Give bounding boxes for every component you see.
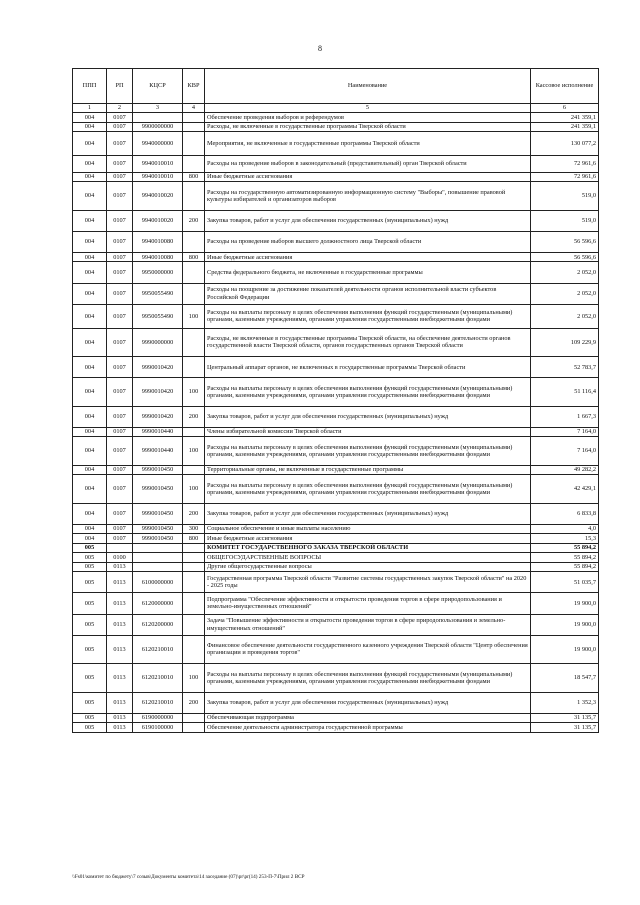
cell-kvr [183,553,205,563]
cell-rp: 0113 [107,635,133,663]
table-row [73,231,599,252]
cell-name: Закупка товаров, работ и услуг для обеспечения государственных (муниципальных) нужд [205,503,531,524]
cell-ppp: 004 [73,304,107,328]
cell-kcsr: 9990010450 [133,475,183,503]
table-row [73,593,599,614]
cell-ppp: 004 [73,475,107,503]
cell-ppp: 005 [73,713,107,723]
cell-rp [107,543,133,553]
header-amount: Кассовое исполнение [531,69,599,104]
table-row [73,406,599,427]
cell-rp: 0107 [107,182,133,210]
cell-ppp: 005 [73,635,107,663]
cell-amount: 109 229,9 [531,328,599,356]
cell-ppp: 005 [73,723,107,733]
table-row [73,427,599,437]
cell-amount: 241 359,1 [531,122,599,132]
cell-kcsr: 6190100000 [133,723,183,733]
header-kvr: КВР [183,69,205,104]
cell-name: Закупка товаров, работ и услуг для обеспечения государственных (муниципальных) нужд [205,210,531,231]
cell-kcsr: 9990010440 [133,437,183,465]
cell-rp: 0107 [107,304,133,328]
cell-ppp: 005 [73,614,107,635]
cell-kvr: 800 [183,252,205,262]
cell-ppp: 004 [73,524,107,534]
cell-kvr: 200 [183,692,205,713]
table-row [73,283,599,304]
cell-amount: 72 961,6 [531,156,599,173]
cell-amount: 18 547,7 [531,664,599,692]
column-number: 6 [531,104,599,113]
table-body [73,113,599,733]
cell-ppp: 005 [73,543,107,553]
table-row [73,553,599,563]
cell-kvr [183,427,205,437]
cell-name: Иные бюджетные ассигнования [205,252,531,262]
cell-name: Расходы на выплаты персоналу в целях обеспечения выполнения функций государственными (муниципальными) органами, казенными учреждениями, органами управления государственными внебюджетными фондами [205,437,531,465]
cell-kvr: 100 [183,664,205,692]
cell-name: Подпрограмма "Обеспечение эффективности и открытости проведения торгов в сфере природопользования и земельно-имущественных отношений" [205,593,531,614]
cell-rp: 0107 [107,122,133,132]
cell-amount: 31 135,7 [531,723,599,733]
cell-rp: 0107 [107,172,133,182]
cell-ppp: 004 [73,262,107,283]
cell-kcsr: 6190000000 [133,713,183,723]
cell-kvr [183,182,205,210]
cell-kvr: 100 [183,437,205,465]
cell-kvr [183,328,205,356]
cell-kvr [183,283,205,304]
cell-rp: 0113 [107,614,133,635]
cell-kvr [183,635,205,663]
cell-amount: 55 894,2 [531,553,599,563]
table-row [73,172,599,182]
cell-amount: 19 900,0 [531,635,599,663]
cell-rp: 0107 [107,437,133,465]
cell-ppp: 004 [73,252,107,262]
cell-kvr [183,122,205,132]
cell-ppp: 004 [73,427,107,437]
table-row [73,465,599,475]
cell-kcsr: 9990010420 [133,357,183,378]
cell-kcsr [133,553,183,563]
column-number: 2 [107,104,133,113]
cell-amount: 4,0 [531,524,599,534]
cell-kcsr: 6120210010 [133,635,183,663]
cell-ppp: 004 [73,378,107,406]
cell-name: Мероприятия, не включенные в государственные программы Тверской области [205,132,531,156]
cell-ppp: 004 [73,406,107,427]
table-row [73,543,599,553]
column-number: 3 [133,104,183,113]
cell-kcsr [133,543,183,553]
cell-rp: 0113 [107,593,133,614]
cell-amount: 2 052,0 [531,283,599,304]
cell-kvr: 100 [183,378,205,406]
column-number: 1 [73,104,107,113]
cell-rp: 0113 [107,723,133,733]
cell-amount: 51 035,7 [531,572,599,593]
cell-kcsr: 9940010020 [133,210,183,231]
cell-name: Обеспечивающая подпрограмма [205,713,531,723]
cell-ppp: 004 [73,182,107,210]
cell-kvr [183,593,205,614]
cell-rp: 0107 [107,156,133,173]
cell-rp: 0107 [107,378,133,406]
cell-kcsr: 9990010450 [133,465,183,475]
table-row [73,524,599,534]
table-row [73,572,599,593]
cell-kcsr: 6120210010 [133,692,183,713]
cell-amount: 130 077,2 [531,132,599,156]
cell-name: Расходы на проведение выборов в законодательный (представительный) орган Тверской области [205,156,531,173]
cell-rp: 0113 [107,713,133,723]
cell-kcsr: 9990000000 [133,328,183,356]
cell-ppp: 004 [73,172,107,182]
cell-amount: 1 667,3 [531,406,599,427]
cell-kcsr [133,562,183,572]
cell-ppp: 004 [73,357,107,378]
cell-amount: 72 961,6 [531,172,599,182]
table-row [73,664,599,692]
cell-name: Расходы на государственную автоматизированную информационную систему "Выборы", повышение правовой культуры избирателей и организаторов выборов [205,182,531,210]
cell-amount: 7 164,0 [531,437,599,465]
cell-kvr: 800 [183,172,205,182]
cell-amount: 2 052,0 [531,262,599,283]
table-row [73,156,599,173]
cell-rp: 0113 [107,572,133,593]
file-path-footer: \\Fs01\комитет по бюджету\7 созыв\Документы комитета\14 заседание (07)\pr\pr(14) 253-П-7\Прил 2 ВСР [72,874,305,880]
cell-amount: 49 282,2 [531,465,599,475]
cell-rp: 0107 [107,328,133,356]
cell-rp: 0107 [107,252,133,262]
cell-kvr: 800 [183,534,205,544]
cell-name: КОМИТЕТ ГОСУДАРСТВЕННОГО ЗАКАЗА ТВЕРСКОЙ ОБЛАСТИ [205,543,531,553]
cell-name: Социальное обеспечение и иные выплаты населению [205,524,531,534]
cell-amount: 42 429,1 [531,475,599,503]
column-number: 5 [205,104,531,113]
cell-amount: 56 596,6 [531,252,599,262]
cell-rp: 0107 [107,406,133,427]
cell-rp: 0107 [107,113,133,123]
table-row [73,252,599,262]
cell-name: Центральный аппарат органов, не включенных в государственные программы Тверской области [205,357,531,378]
cell-name: Финансовое обеспечение деятельности государственного казенного учреждения Тверской области "Центр обеспечения организации и проведения торгов" [205,635,531,663]
cell-kcsr: 9950055490 [133,304,183,328]
cell-kcsr: 9940000000 [133,132,183,156]
cell-name: Члены избирательной комиссии Тверской области [205,427,531,437]
cell-name: Обеспечение деятельности администратора государственной программы [205,723,531,733]
cell-kcsr: 9950055490 [133,283,183,304]
cell-amount: 55 894,2 [531,543,599,553]
cell-name: Расходы на выплаты персоналу в целях обеспечения выполнения функций государственными (муниципальными) органами, казенными учреждениями, органами управления государственными внебюджетными фондами [205,378,531,406]
cell-kvr [183,562,205,572]
table-header-row [73,69,599,104]
cell-ppp: 004 [73,132,107,156]
cell-amount: 31 135,7 [531,713,599,723]
cell-kvr [183,465,205,475]
cell-amount: 19 900,0 [531,593,599,614]
cell-rp: 0107 [107,210,133,231]
cell-kvr: 200 [183,406,205,427]
cell-kvr [183,614,205,635]
cell-kcsr: 9900000000 [133,122,183,132]
column-number-row [73,104,599,113]
cell-amount: 55 894,2 [531,562,599,572]
cell-name: Закупка товаров, работ и услуг для обеспечения государственных (муниципальных) нужд [205,692,531,713]
cell-kvr [183,543,205,553]
cell-rp: 0107 [107,262,133,283]
cell-rp: 0107 [107,475,133,503]
table-row [73,503,599,524]
cell-rp: 0107 [107,132,133,156]
cell-name: Расходы на поощрение за достижение показателей деятельности органов исполнительной власти субъектов Российской Федерации [205,283,531,304]
table-row [73,113,599,123]
cell-kvr [183,723,205,733]
cell-kvr [183,156,205,173]
table-row [73,437,599,465]
cell-name: Другие общегосударственные вопросы [205,562,531,572]
cell-ppp: 005 [73,572,107,593]
cell-ppp: 004 [73,283,107,304]
cell-ppp: 004 [73,503,107,524]
cell-kvr [183,357,205,378]
table-row [73,378,599,406]
cell-kcsr: 9990010440 [133,427,183,437]
cell-name: Иные бюджетные ассигнования [205,534,531,544]
table-row [73,713,599,723]
cell-rp: 0107 [107,465,133,475]
cell-kvr [183,262,205,283]
cell-kcsr: 9990010420 [133,378,183,406]
cell-ppp: 005 [73,562,107,572]
cell-name: Иные бюджетные ассигнования [205,172,531,182]
cell-amount: 56 596,6 [531,231,599,252]
cell-kcsr: 9940010080 [133,231,183,252]
cell-amount: 519,0 [531,182,599,210]
cell-rp: 0107 [107,283,133,304]
cell-rp: 0107 [107,231,133,252]
cell-name: Обеспечение проведения выборов и референдумов [205,113,531,123]
cell-ppp: 004 [73,210,107,231]
cell-name: Задача "Повышение эффективности и открытости проведения торгов в сфере природопользования и земельно-имущественных отношений" [205,614,531,635]
cell-name: Расходы на выплаты персоналу в целях обеспечения выполнения функций государственными (муниципальными) органами, казенными учреждениями, органами управления государственными внебюджетными фондами [205,664,531,692]
cell-kcsr: 9950000000 [133,262,183,283]
header-kcsr: КЦСР [133,69,183,104]
page-number: 8 [318,44,322,53]
cell-ppp: 005 [73,692,107,713]
cell-name: Расходы на выплаты персоналу в целях обеспечения выполнения функций государственными (муниципальными) органами, казенными учреждениями, органами управления государственными внебюджетными фондами [205,475,531,503]
cell-name: Территориальные органы, не включенные в государственные программы [205,465,531,475]
table-row [73,132,599,156]
table-row [73,562,599,572]
cell-kvr [183,231,205,252]
cell-rp: 0107 [107,503,133,524]
cell-rp: 0113 [107,664,133,692]
header-rp: РП [107,69,133,104]
cell-kcsr: 9940010010 [133,156,183,173]
cell-kvr [183,113,205,123]
header-ppp: ППП [73,69,107,104]
cell-amount: 6 833,8 [531,503,599,524]
cell-kvr [183,132,205,156]
cell-kcsr: 6120210010 [133,664,183,692]
cell-kcsr: 9990010450 [133,503,183,524]
table-row [73,357,599,378]
cell-amount: 1 352,3 [531,692,599,713]
cell-name: Расходы, не включенные в государственные программы Тверской области [205,122,531,132]
column-number: 4 [183,104,205,113]
cell-rp: 0107 [107,524,133,534]
cell-ppp: 005 [73,664,107,692]
cell-name: ОБЩЕГОСУДАРСТВЕННЫЕ ВОПРОСЫ [205,553,531,563]
cell-ppp: 004 [73,156,107,173]
cell-ppp: 004 [73,437,107,465]
cell-kvr: 100 [183,475,205,503]
cell-rp: 0100 [107,553,133,563]
cell-kcsr: 6120200000 [133,614,183,635]
cell-rp: 0107 [107,534,133,544]
table-row [73,262,599,283]
table-row [73,475,599,503]
cell-name: Государственная программа Тверской области "Развитие системы государственных закупок Тверской области" на 2020 - 2025 годы [205,572,531,593]
cell-kcsr: 9940010010 [133,172,183,182]
cell-amount: 7 164,0 [531,427,599,437]
cell-amount: 519,0 [531,210,599,231]
cell-kcsr: 6100000000 [133,572,183,593]
table-row [73,210,599,231]
table-row [73,723,599,733]
table-row [73,304,599,328]
cell-name: Закупка товаров, работ и услуг для обеспечения государственных (муниципальных) нужд [205,406,531,427]
cell-name: Средства федерального бюджета, не включенные в государственные программы [205,262,531,283]
cell-kcsr: 9990010450 [133,534,183,544]
cell-kcsr: 9990010420 [133,406,183,427]
cell-kcsr [133,113,183,123]
cell-rp: 0113 [107,562,133,572]
cell-ppp: 004 [73,231,107,252]
table-row [73,328,599,356]
cell-kcsr: 6120000000 [133,593,183,614]
cell-kvr [183,713,205,723]
table-row [73,122,599,132]
cell-ppp: 004 [73,465,107,475]
cell-kvr: 300 [183,524,205,534]
cell-amount: 52 783,7 [531,357,599,378]
cell-amount: 241 359,1 [531,113,599,123]
cell-name: Расходы на выплаты персоналу в целях обеспечения выполнения функций государственными (муниципальными) органами, казенными учреждениями, органами управления государственными внебюджетными фондами [205,304,531,328]
cell-ppp: 004 [73,534,107,544]
table-row [73,614,599,635]
table-row [73,182,599,210]
cell-amount: 2 052,0 [531,304,599,328]
cell-amount: 51 116,4 [531,378,599,406]
header-name: Наименование [205,69,531,104]
table-row [73,635,599,663]
cell-rp: 0113 [107,692,133,713]
cell-kcsr: 9940010020 [133,182,183,210]
cell-name: Расходы, не включенные в государственные программы Тверской области, на обеспечение деятельности органов государственной власти Тверской области, органов государственных органов Тверской области [205,328,531,356]
cell-name: Расходы на проведение выборов высшего должностного лица Тверской области [205,231,531,252]
cell-kvr: 200 [183,503,205,524]
table-row [73,692,599,713]
cell-kcsr: 9940010080 [133,252,183,262]
cell-kvr: 100 [183,304,205,328]
cell-kvr: 200 [183,210,205,231]
cell-kcsr: 9990010450 [133,524,183,534]
cell-amount: 19 900,0 [531,614,599,635]
budget-table [72,68,599,733]
cell-kvr [183,572,205,593]
table-row [73,534,599,544]
cell-ppp: 005 [73,553,107,563]
cell-ppp: 005 [73,593,107,614]
cell-ppp: 004 [73,113,107,123]
cell-rp: 0107 [107,357,133,378]
cell-rp: 0107 [107,427,133,437]
cell-ppp: 004 [73,122,107,132]
cell-amount: 15,3 [531,534,599,544]
cell-ppp: 004 [73,328,107,356]
